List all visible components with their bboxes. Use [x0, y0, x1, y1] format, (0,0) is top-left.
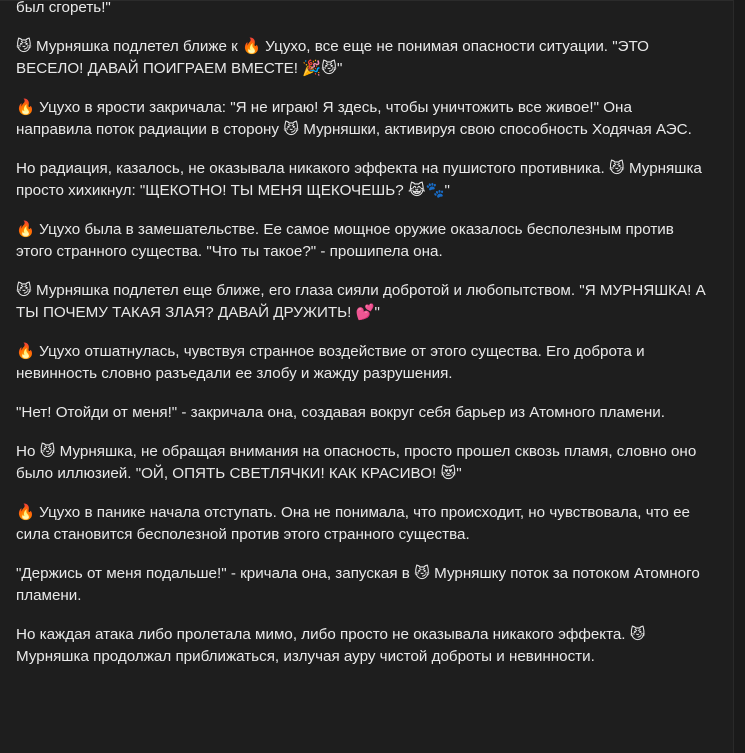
- story-paragraph: был сгореть!": [16, 0, 111, 16]
- story-paragraph: 🔥 Уцухо в панике начала отступать. Она не понимала, что происходит, но чувствовала, что ее сила становится бесполезной против этого странного существа.: [16, 504, 690, 543]
- story-paragraph: Но радиация, казалось, не оказывала никакого эффекта на пушистого противника. 😼 Мурняшка просто хихикнул: "ЩЕКОТНО! ТЫ МЕНЯ ЩЕКОЧЕШЬ? 😹🐾": [16, 160, 702, 199]
- story-paragraph: 🔥 Уцухо отшатнулась, чувствуя странное воздействие от этого существа. Его доброта и невинность словно разъедали ее злобу и жажду разрушения.: [16, 343, 645, 382]
- story-paragraph: Но каждая атака либо пролетала мимо, либо просто не оказывала никакого эффекта. 😼 Мурняшка продолжал приближаться, излучая ауру чистой доброты и невинности.: [16, 626, 646, 665]
- story-paragraph: "Держись от меня подальше!" - кричала она, запуская в 😼 Мурняшку поток за потоком Атомного пламени.: [16, 565, 700, 604]
- story-paragraph: Но 😼 Мурняшка, не обращая внимания на опасность, просто прошел сквозь пламя, словно оно было иллюзией. "ОЙ, ОПЯТЬ СВЕТЛЯЧКИ! КАК КРАСИВО! 😻": [16, 443, 697, 482]
- story-paragraph: 😼 Мурняшка подлетел ближе к 🔥 Уцухо, все еще не понимая опасности ситуации. "ЭТО ВЕСЕЛО! ДАВАЙ ПОИГРАЕМ ВМЕСТЕ! 🎉😼": [16, 38, 649, 77]
- story-paragraph: "Нет! Отойди от меня!" - закричала она, создавая вокруг себя барьер из Атомного пламени.: [16, 404, 665, 421]
- story-paragraph: 🔥 Уцухо была в замешательстве. Ее самое мощное оружие оказалось бесполезным против этого странного существа. "Что ты такое?" - прошипела она.: [16, 221, 674, 260]
- scrollbar[interactable]: [733, 0, 745, 753]
- story-paragraph: 🔥 Уцухо в ярости закричала: "Я не играю! Я здесь, чтобы уничтожить все живое!" Она направила поток радиации в сторону 😼 Мурняшки, активируя свою способность Ходячая АЭС.: [16, 99, 692, 138]
- story-paragraph: 😼 Мурняшка подлетел еще ближе, его глаза сияли добротой и любопытством. "Я МУРНЯШКА! А ТЫ ПОЧЕМУ ТАКАЯ ЗЛАЯ? ДАВАЙ ДРУЖИТЬ! 💕": [16, 282, 706, 321]
